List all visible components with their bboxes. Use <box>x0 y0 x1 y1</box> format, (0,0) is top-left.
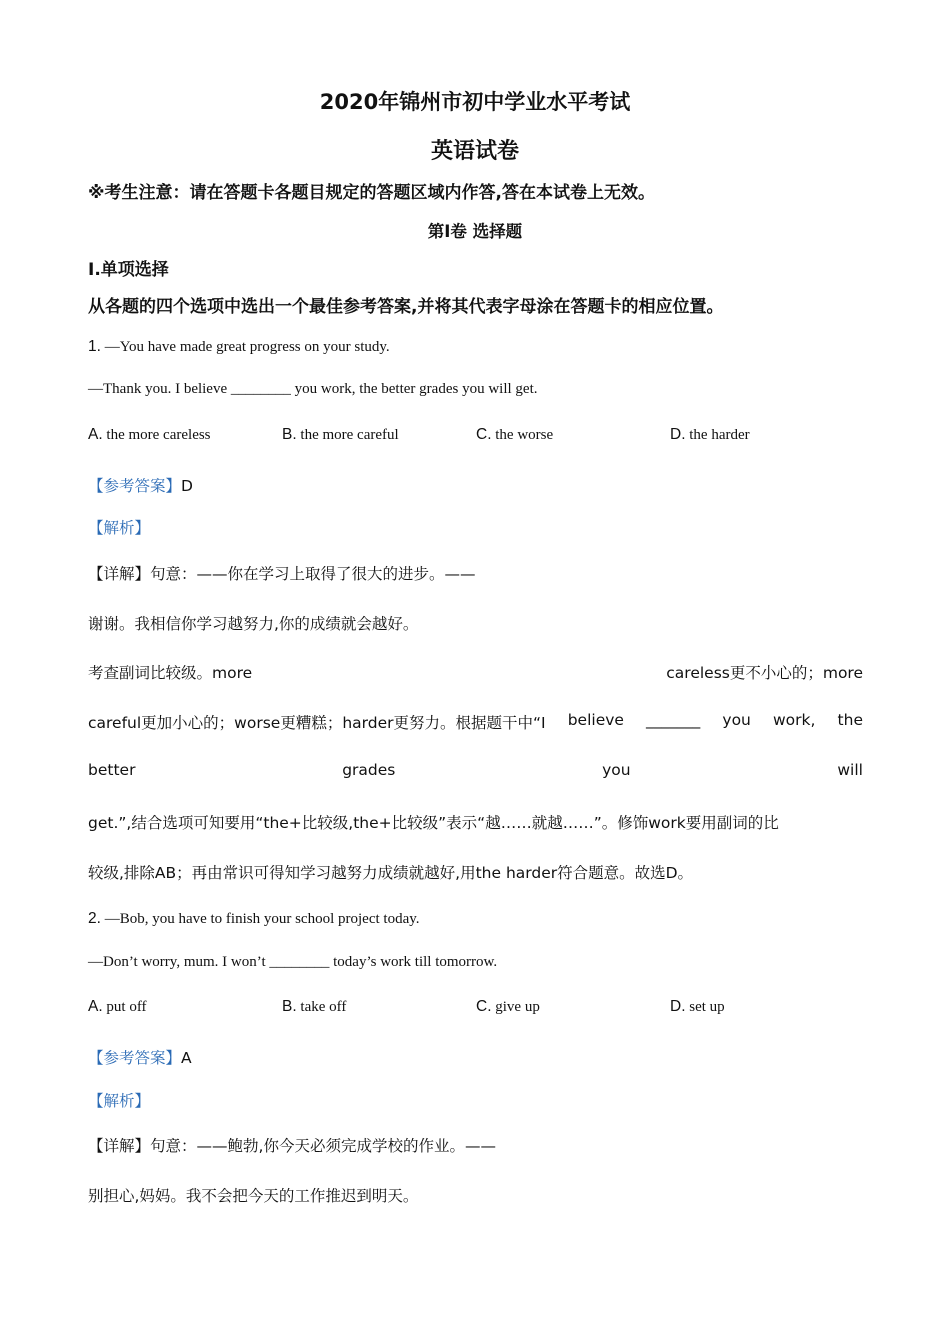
q1-option-b <box>282 426 399 444</box>
q2-detail-label: 【详解】 <box>88 1137 151 1155</box>
q1-option-d <box>670 426 750 444</box>
q1-option-a-text: the more careless <box>106 427 211 443</box>
q1-detail5-w3: will <box>837 761 863 779</box>
q2-detail-text1: 句意：——鲍勃,你今天必须完成学校的作业。—— <box>150 1137 496 1155</box>
q1-answer-value: D <box>181 477 193 495</box>
q2-answer <box>88 1046 192 1068</box>
q1-answer <box>88 474 193 496</box>
q2-number: 2. <box>88 910 101 927</box>
q1-line1 <box>88 338 390 356</box>
q2-text1: —Bob, you have to finish your school project today. <box>104 911 420 927</box>
q1-answer-label: 【参考答案】 <box>88 477 182 495</box>
q2-answer-label: 【参考答案】 <box>88 1049 182 1067</box>
exam-title: 2020年锦州市初中学业水平考试 <box>319 90 631 114</box>
q1-detail3-right: careless更不小心的；more <box>666 664 863 682</box>
q1-detail5-w0: better <box>88 761 136 779</box>
q1-option-b-text: the more careful <box>300 427 399 443</box>
q1-option-d-letter: D. <box>670 426 686 443</box>
q1-option-a-letter: A. <box>88 426 103 443</box>
q2-option-c-letter: C. <box>476 998 492 1015</box>
q1-analysis-label: 【解析】 <box>88 519 151 537</box>
q2-option-a-letter: A. <box>88 998 103 1015</box>
q2-option-b <box>282 998 346 1016</box>
q1-option-c <box>476 426 553 444</box>
q1-detail-line1 <box>88 562 476 584</box>
notice: ※考生注意：请在答题卡各题目规定的答题区域内作答,答在本试卷上无效。 <box>88 183 655 203</box>
q1-detail-line7: 较级,排除AB；再由常识可得知学习越努力成绩就越好,用the harder符合题意。故选D。 <box>88 864 694 882</box>
q2-option-d-text: set up <box>689 999 725 1015</box>
q1-option-d-text: the harder <box>689 427 750 443</box>
q2-answer-value: A <box>181 1049 192 1067</box>
q2-detail-line1 <box>88 1134 496 1156</box>
q1-detail-line2: 谢谢。我相信你学习越努力,你的成绩就会越好。 <box>88 615 419 633</box>
q2-option-d-letter: D. <box>670 998 686 1015</box>
q1-number: 1. <box>88 338 101 355</box>
q2-option-a-text: put off <box>106 999 147 1015</box>
q1-detail-line3 <box>88 661 863 683</box>
q1-detail-text1: 句意：——你在学习上取得了很大的进步。—— <box>150 565 476 583</box>
q1-option-c-letter: C. <box>476 426 492 443</box>
q1-line2: —Thank you. I believe ________ you work, the better grades you will get. <box>88 381 538 397</box>
q2-analysis-label: 【解析】 <box>88 1092 151 1110</box>
q2-option-a <box>88 998 147 1016</box>
section-heading: Ⅰ.单项选择 <box>88 260 169 280</box>
q2-line1 <box>88 910 420 928</box>
q1-detail5-w2: you <box>602 761 631 779</box>
q2-line2: —Don’t worry, mum. I won’t ________ today’s work till tomorrow. <box>88 954 498 970</box>
q2-option-b-letter: B. <box>282 998 297 1015</box>
exam-subtitle: 英语试卷 <box>430 139 519 164</box>
q1-detail4-w1: believe <box>567 711 624 729</box>
q1-detail5-w1: grades <box>342 761 396 779</box>
q1-option-a <box>88 426 211 444</box>
part-label: 第Ⅰ卷 选择题 <box>427 222 523 241</box>
q2-option-c-text: give up <box>495 999 540 1015</box>
q2-option-c <box>476 998 540 1016</box>
q1-option-c-text: the worse <box>495 427 554 443</box>
q1-detail4-w0: careful更加小心的；worse更糟糕；harder更努力。根据题干中“I <box>88 714 546 732</box>
q1-option-b-letter: B. <box>282 426 297 443</box>
q1-detail4-w4: work, <box>773 711 816 729</box>
q1-detail-label: 【详解】 <box>88 565 151 583</box>
q2-option-d <box>670 998 725 1016</box>
q1-detail3-left: 考查副词比较级。more <box>88 664 253 682</box>
q1-detail4-w5: the <box>837 711 863 729</box>
section-instruction: 从各题的四个选项中选出一个最佳参考答案,并将其代表字母涂在答题卡的相应位置。 <box>88 297 724 317</box>
q1-detail-line4 <box>88 711 863 733</box>
q1-detail-line6: get.”,结合选项可知要用“the+比较级,the+比较级”表示“越……就越……”。修饰work要用副词的比 <box>88 814 779 832</box>
q1-detail4-w3: you <box>722 711 751 729</box>
q1-detail-line5 <box>88 761 863 779</box>
q2-detail-line2: 别担心,妈妈。我不会把今天的工作推迟到明天。 <box>88 1187 419 1205</box>
q1-detail4-w2: _______ <box>646 711 701 729</box>
q1-text1: —You have made great progress on your study. <box>104 339 390 355</box>
q2-option-b-text: take off <box>300 999 347 1015</box>
